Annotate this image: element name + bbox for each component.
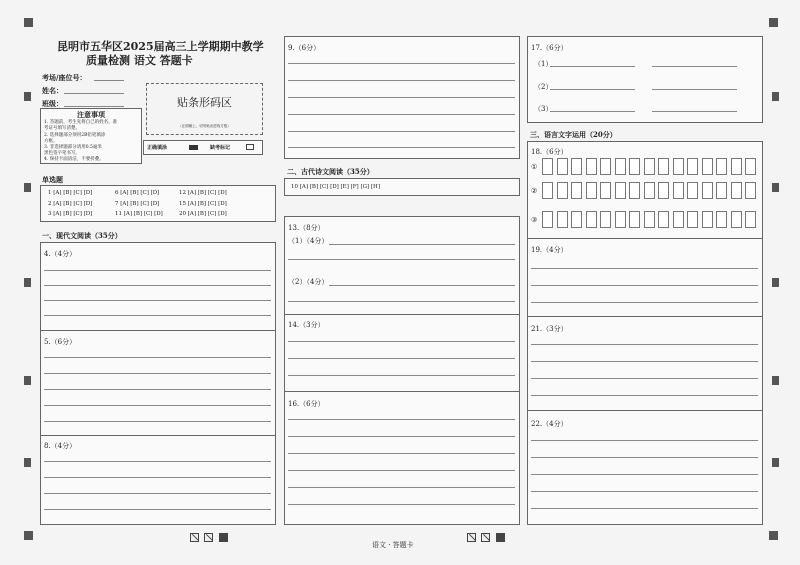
q17-3-label: （3） [534, 105, 553, 113]
answer-line[interactable] [44, 285, 271, 286]
answer-line[interactable] [531, 268, 758, 269]
timing-mark [772, 92, 779, 101]
notice-item: 方框。 [44, 139, 58, 144]
q9-label: 9.（6分） [288, 44, 321, 52]
q17-label: 17.（6分） [531, 44, 568, 52]
q16-label: 16.（6分） [288, 400, 325, 408]
answer-box-q18-q22 [527, 141, 763, 525]
page-subtitle: 质量检测 语文 答题卡 [86, 54, 193, 67]
q18-1-label: ① [531, 163, 538, 171]
grid-cell[interactable] [644, 158, 655, 175]
q18-grid-row-1[interactable] [542, 158, 760, 175]
answer-line[interactable] [531, 508, 758, 509]
answer-line[interactable] [44, 477, 271, 478]
answer-line[interactable] [288, 341, 515, 342]
answer-line[interactable] [550, 66, 635, 67]
timing-mark [24, 92, 31, 101]
divider [528, 410, 762, 411]
grid-cell[interactable] [731, 211, 742, 228]
answer-line[interactable] [44, 493, 271, 494]
grid-cell[interactable] [731, 182, 742, 199]
answer-line[interactable] [44, 421, 271, 422]
answer-line[interactable] [44, 509, 271, 510]
grid-cell[interactable] [745, 158, 756, 175]
answer-line[interactable] [531, 378, 758, 379]
grid-cell[interactable] [629, 182, 640, 199]
grid-cell[interactable] [745, 211, 756, 228]
q18-label: 18.（6分） [531, 148, 568, 156]
footer-mark-solid [496, 533, 505, 542]
grid-cell[interactable] [615, 158, 626, 175]
q18-grid-row-2[interactable] [542, 182, 760, 199]
info-exam-seat: 考场/座位号： [42, 73, 87, 82]
grid-cell[interactable] [731, 158, 742, 175]
grid-cell[interactable] [716, 158, 727, 175]
q22-label: 22.（4分） [531, 420, 568, 428]
grid-cell[interactable] [586, 182, 597, 199]
answer-line[interactable] [652, 89, 737, 90]
grid-cell[interactable] [658, 182, 669, 199]
section-classical-title: 二、古代诗文阅读（35分） [287, 167, 374, 176]
timing-mark [769, 18, 778, 27]
answer-line[interactable] [531, 344, 758, 345]
notice-title: 注意事项 [77, 110, 105, 119]
grid-cell[interactable] [673, 158, 684, 175]
grid-cell[interactable] [615, 211, 626, 228]
answer-line[interactable] [652, 66, 737, 67]
grid-cell[interactable] [557, 211, 568, 228]
q18-2-label: ② [531, 187, 538, 195]
class-field[interactable] [64, 106, 124, 107]
grid-cell[interactable] [600, 158, 611, 175]
answer-line[interactable] [550, 111, 635, 112]
notice-item: 3. 非选择题部分请用0.5毫米 [44, 145, 102, 150]
answer-line[interactable] [44, 315, 271, 316]
q10-choice-box [284, 178, 520, 196]
answer-line[interactable] [329, 244, 515, 245]
answer-line[interactable] [288, 147, 515, 148]
name-field[interactable] [64, 93, 124, 94]
choice-item[interactable]: 7 [A] [B] [C] [D] [115, 201, 160, 207]
barcode-note: （正面朝上，切勿贴出虚线方框） [178, 124, 231, 128]
answer-line[interactable] [531, 440, 758, 441]
footer-label: 语文 · 答题卡 [372, 541, 414, 549]
footer-mark-x [190, 533, 199, 542]
q4-label: 4.（4分） [44, 250, 77, 258]
answer-line[interactable] [531, 361, 758, 362]
notice-item: 4. 保持卡面清洁，不要折叠。 [44, 157, 104, 162]
answer-box-q17 [527, 36, 763, 123]
grid-cell[interactable] [716, 211, 727, 228]
fill-legend [143, 140, 263, 155]
grid-cell[interactable] [600, 211, 611, 228]
grid-cell[interactable] [644, 211, 655, 228]
answer-line[interactable] [288, 436, 515, 437]
grid-cell[interactable] [629, 211, 640, 228]
grid-cell[interactable] [644, 182, 655, 199]
timing-mark [772, 183, 779, 192]
q5-label: 5.（6分） [44, 338, 77, 346]
grid-cell[interactable] [615, 182, 626, 199]
answer-line[interactable] [550, 89, 635, 90]
answer-line[interactable] [44, 461, 271, 462]
timing-mark [24, 278, 31, 287]
single-choice-box [40, 185, 276, 222]
answer-line[interactable] [44, 300, 271, 301]
grid-cell[interactable] [586, 211, 597, 228]
timing-mark [772, 278, 779, 287]
timing-mark [24, 376, 31, 385]
answer-line[interactable] [531, 491, 758, 492]
footer-mark-x [204, 533, 213, 542]
choice-item[interactable]: 1 [A] [B] [C] [D] [48, 190, 93, 196]
notice-box [40, 108, 142, 164]
footer-mark-x [481, 533, 490, 542]
barcode-label: 贴条形码区 [177, 96, 232, 109]
choice-item[interactable]: 12 [A] [B] [C] [D] [179, 190, 227, 196]
grid-cell[interactable] [673, 211, 684, 228]
q18-grid-row-3[interactable] [542, 211, 760, 228]
grid-cell[interactable] [557, 182, 568, 199]
answer-line[interactable] [288, 97, 515, 98]
answer-line[interactable] [288, 487, 515, 488]
q13-1-label: （1）（4分） [288, 237, 329, 245]
answer-line[interactable] [288, 259, 515, 260]
barcode-area[interactable] [146, 83, 263, 135]
answer-box-q4-q8 [40, 242, 276, 525]
choice-item[interactable]: 15 [A] [B] [C] [D] [179, 201, 227, 207]
choice-item[interactable]: 20 [A] [B] [C] [D] [179, 211, 227, 217]
choice-item[interactable]: 3 [A] [B] [C] [D] [48, 211, 93, 217]
timing-mark [24, 183, 31, 192]
q19-label: 19.（4分） [531, 246, 568, 254]
legend-correct-swatch [189, 145, 198, 150]
grid-cell[interactable] [702, 211, 713, 228]
exam-seat-field[interactable] [94, 80, 124, 81]
divider [528, 316, 762, 317]
section-modern-title: 一、现代文阅读（35分） [42, 231, 122, 240]
timing-mark [24, 458, 31, 467]
answer-line[interactable] [288, 301, 515, 302]
notice-item: 黑色签字笔书写。 [44, 151, 80, 156]
grid-cell[interactable] [687, 211, 698, 228]
grid-cell[interactable] [745, 182, 756, 199]
legend-absent-label: 缺考标记 [210, 145, 231, 151]
q18-3-label: ③ [531, 216, 538, 224]
answer-line[interactable] [44, 405, 271, 406]
answer-line[interactable] [288, 453, 515, 454]
q14-label: 14.（3分） [288, 321, 325, 329]
answer-line[interactable] [44, 389, 271, 390]
grid-cell[interactable] [716, 182, 727, 199]
answer-line[interactable] [288, 470, 515, 471]
answer-line[interactable] [288, 358, 515, 359]
answer-line[interactable] [288, 375, 515, 376]
answer-box-q13-q16 [284, 216, 520, 525]
grid-cell[interactable] [687, 182, 698, 199]
grid-cell[interactable] [687, 158, 698, 175]
page-title: 昆明市五华区2025届高三上学期期中教学 [57, 40, 264, 53]
answer-line[interactable] [288, 131, 515, 132]
timing-mark [772, 458, 779, 467]
answer-line[interactable] [531, 285, 758, 286]
answer-line[interactable] [44, 373, 271, 374]
grid-cell[interactable] [571, 158, 582, 175]
notice-item: 2. 选择题部分须用2B铅笔填涂 [44, 133, 106, 138]
divider [41, 435, 275, 436]
divider [41, 330, 275, 331]
absent-checkbox[interactable] [246, 144, 254, 150]
grid-cell[interactable] [542, 158, 553, 175]
divider [285, 391, 519, 392]
answer-line[interactable] [44, 357, 271, 358]
answer-line[interactable] [329, 285, 515, 286]
grid-cell[interactable] [629, 158, 640, 175]
q10-choice[interactable]: 10 [A] [B] [C] [D] [E] [F] [G] [H] [291, 184, 380, 190]
grid-cell[interactable] [702, 182, 713, 199]
grid-cell[interactable] [673, 182, 684, 199]
grid-cell[interactable] [702, 158, 713, 175]
grid-cell[interactable] [542, 211, 553, 228]
answer-line[interactable] [44, 270, 271, 271]
answer-line[interactable] [288, 114, 515, 115]
timing-mark [24, 531, 33, 540]
answer-box-q9 [284, 36, 520, 159]
info-name: 姓名： [42, 86, 63, 95]
q17-1-label: （1） [534, 60, 553, 68]
notice-item: 考证号填写清楚。 [44, 126, 80, 131]
footer-mark-solid [219, 533, 228, 542]
choice-item[interactable]: 11 [A] [B] [C] [D] [115, 211, 163, 217]
footer-mark-x [467, 533, 476, 542]
answer-line[interactable] [652, 111, 737, 112]
timing-mark [772, 376, 779, 385]
answer-line[interactable] [288, 80, 515, 81]
answer-line[interactable] [288, 504, 515, 505]
divider [285, 314, 519, 315]
divider [528, 238, 762, 239]
grid-cell[interactable] [658, 211, 669, 228]
answer-line[interactable] [531, 302, 758, 303]
choice-item[interactable]: 6 [A] [B] [C] [D] [115, 190, 160, 196]
info-class: 班级： [42, 99, 63, 108]
legend-correct-label: 正确填涂 [147, 145, 168, 151]
timing-mark [769, 531, 778, 540]
grid-cell[interactable] [542, 182, 553, 199]
answer-line[interactable] [531, 474, 758, 475]
grid-cell[interactable] [658, 158, 669, 175]
answer-line[interactable] [288, 63, 515, 64]
q8-label: 8.（4分） [44, 442, 77, 450]
grid-cell[interactable] [571, 211, 582, 228]
section-language-title: 三、语言文字运用（20分） [530, 130, 617, 139]
grid-cell[interactable] [557, 158, 568, 175]
grid-cell[interactable] [586, 158, 597, 175]
answer-line[interactable] [288, 419, 515, 420]
q13-label: 13.（8分） [288, 224, 325, 232]
single-choice-title: 单选题 [42, 175, 63, 184]
q17-2-label: （2） [534, 83, 553, 91]
answer-line[interactable] [531, 395, 758, 396]
grid-cell[interactable] [571, 182, 582, 199]
choice-item[interactable]: 2 [A] [B] [C] [D] [48, 201, 93, 207]
q21-label: 21.（3分） [531, 325, 568, 333]
q13-2-label: （2）（4分） [288, 278, 329, 286]
grid-cell[interactable] [600, 182, 611, 199]
answer-line[interactable] [531, 457, 758, 458]
timing-mark [24, 18, 33, 27]
notice-item: 1. 答题前，考生先将自己的姓名、准 [44, 120, 118, 125]
